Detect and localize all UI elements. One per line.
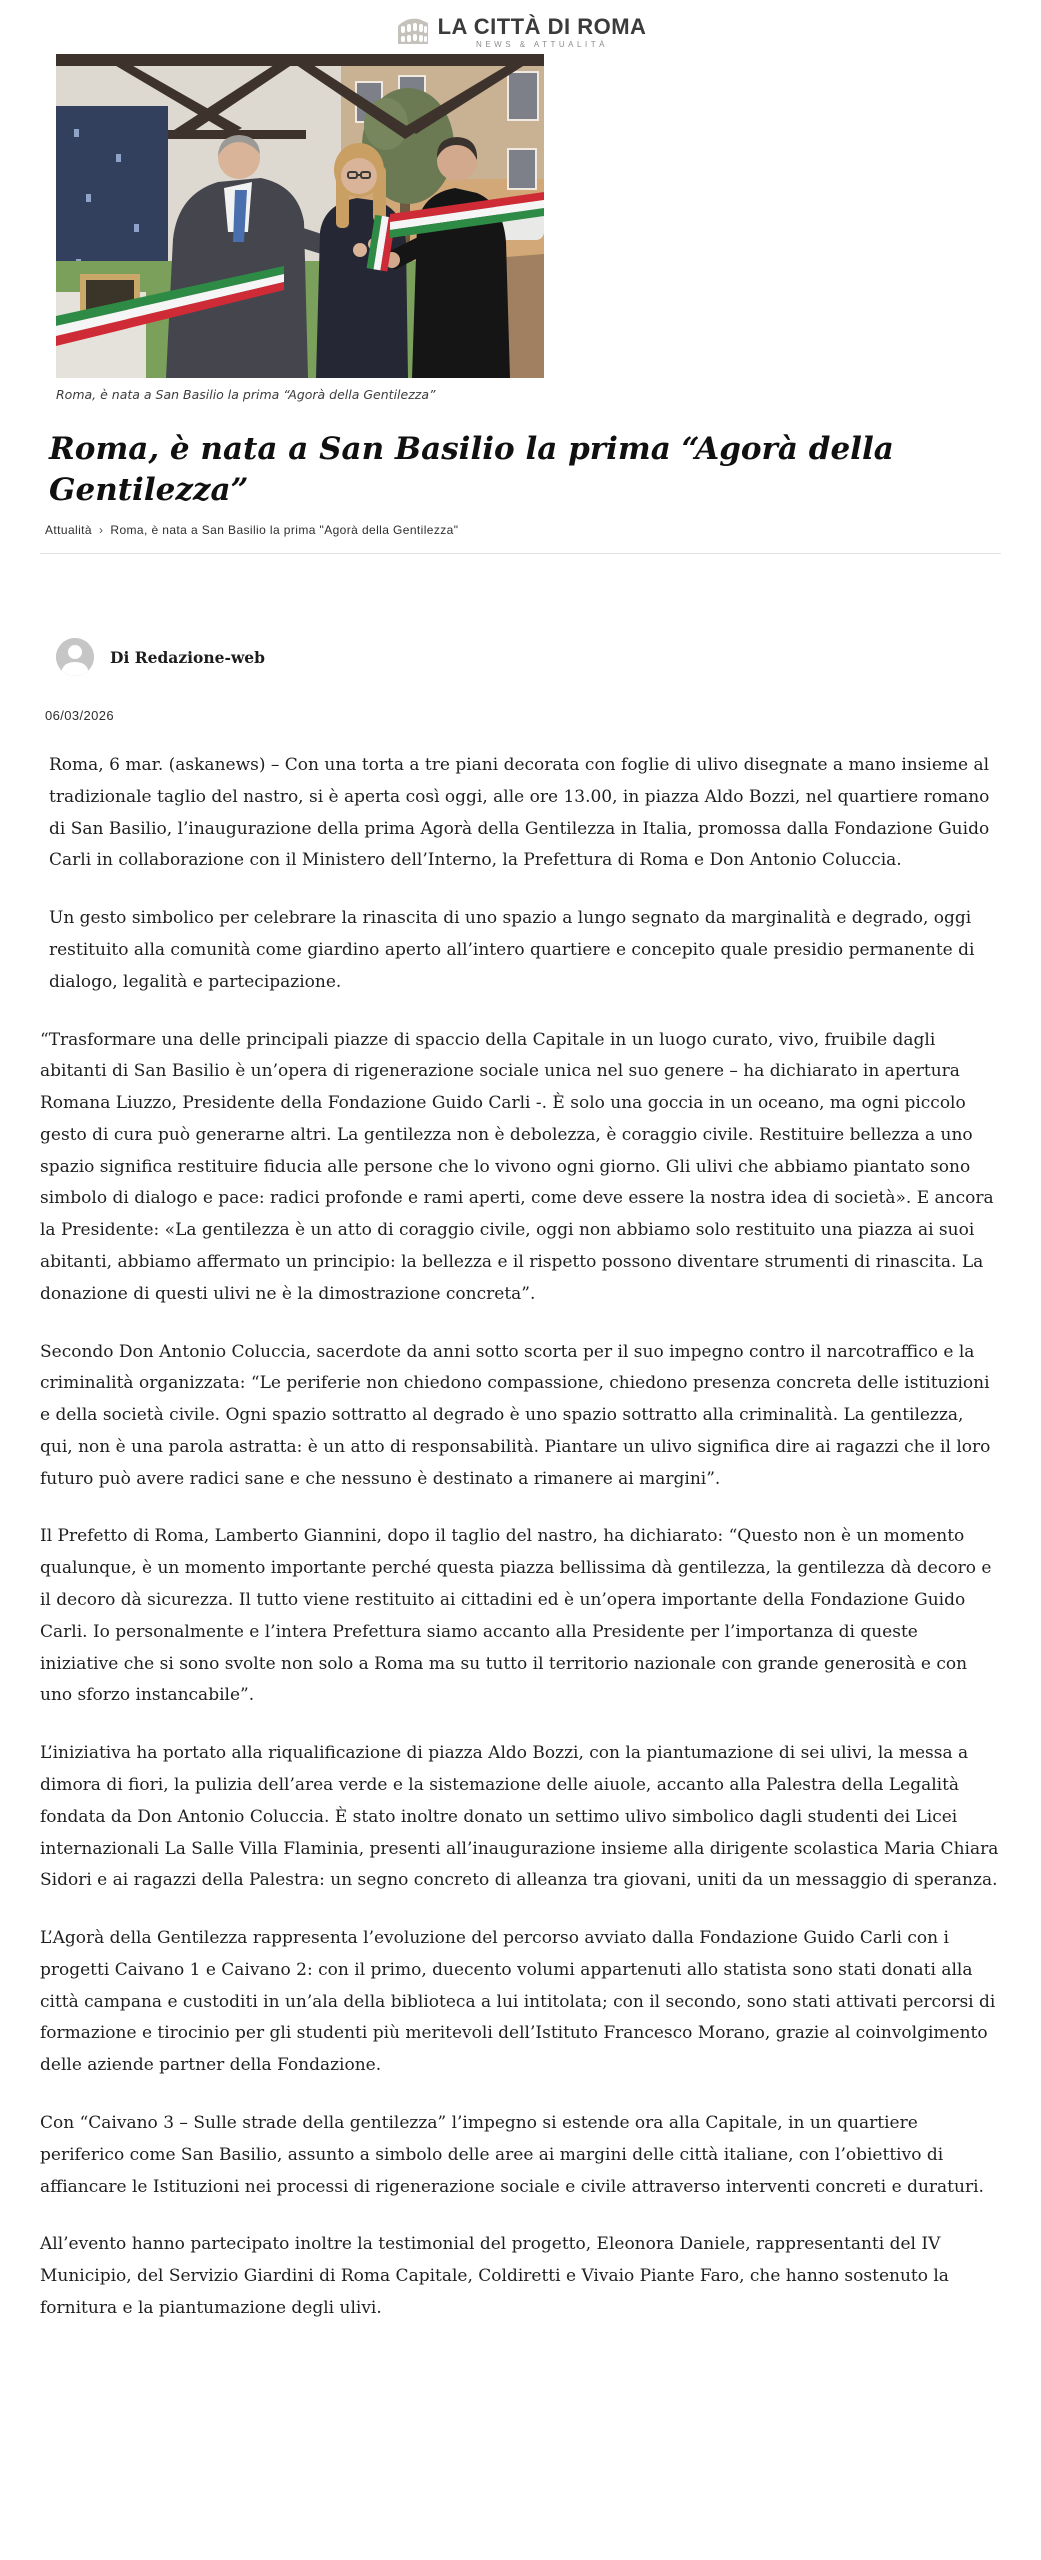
author-name[interactable]: Di Redazione-web	[110, 647, 265, 667]
page-title: Roma, è nata a San Basilio la prima “Agorà della Gentilezza”	[49, 431, 894, 509]
breadcrumb	[40, 523, 1001, 537]
featured-image	[56, 54, 544, 378]
paragraph: Secondo Don Antonio Coluccia, sacerdote da anni sotto scorta per il suo impegno contro il narcotraffico e la criminalità organizzata: “Le periferie non chiedono compassione, chiedono presenza concreta delle istituzioni e della società civile. Ogni spazio sottratto al degrado è uno spazio sottratto alla criminalità. La gentilezza, qui, non è una parola astratta: è un atto di responsabilità. Piantare un ulivo significa dire ai ragazzi che il loro futuro può avere radici sane e che nessuno è destinato a rimanere ai margini”.	[40, 1341, 991, 1489]
avatar	[56, 638, 94, 676]
colosseum-icon	[395, 14, 431, 50]
article-body	[40, 750, 1001, 2325]
paragraph: Roma, 6 mar. (askanews) – Con una torta a tre piani decorata con foglie di ulivo disegnate a mano insieme al tradizionale taglio del nastro, si è aperta così oggi, alle ore 13.00, in piazza Aldo Bozzi, nel quartiere romano di San Basilio, l’inaugurazione della prima Agorà della Gentilezza in Italia, promossa dalla Fondazione Guido Carli in collaborazione con il Ministero dell’Interno, la Prefettura di Roma e Don Antonio Coluccia.	[49, 755, 990, 871]
article-page	[20, 54, 1021, 2325]
site-header	[0, 0, 1041, 54]
paragraph: L’Agorà della Gentilezza rappresenta l’evoluzione del percorso avviato dalla Fondazione Guido Carli con i progetti Caivano 1 e Caivano 2: con il primo, duecento volumi appartenuti allo statista sono stati donati alla città campana e custoditi in un’ala della biblioteca a lui intitolata; con il secondo, sono stati attivati percorsi di formazione e tirocinio per gli studenti più meritevoli dell’Istituto Francesco Morano, grazie al coinvolgimento delle aziende partner della Fondazione.	[40, 1928, 996, 2076]
paragraph: “Trasformare una delle principali piazze di spaccio della Capitale in un luogo curato, vivo, fruibile dagli abitanti di San Basilio è un’opera di rigenerazione sociale unica nel suo genere – ha dichiarato in apertura Romana Liuzzo, Presidente della Fondazione Guido Carli -. È solo una goccia in un oceano, ma ogni piccolo gesto di cura può generarne altri. La gentilezza non è debolezza, è coraggio civile. Restituire bellezza a uno spazio significa restituire fiducia alle persone che lo vivono ogni giorno. Gli ulivi che abbiamo piantato sono simbolo di dialogo e pace: radici profonde e rami aperti, come deve essere la nostra idea di società». E ancora la Presidente: «La gentilezza è un atto di coraggio civile, oggi non abbiamo solo restituito una piazza ai suoi abitanti, abbiamo affermato un principio: la bellezza e il rispetto possono diventare strumenti di rinascita. La donazione di questi ulivi ne è la dimostrazione concreta”.	[40, 1029, 994, 1304]
site-title: LA CITTÀ DI ROMA	[437, 13, 647, 39]
paragraph: Un gesto simbolico per celebrare la rinascita di uno spazio a lungo segnato da marginalità e degrado, oggi restituito alla comunità come giardino aperto all’intero quartiere e concepito quale presidio permanente di dialogo, legalità e partecipazione.	[49, 908, 975, 992]
author-row	[40, 638, 1001, 676]
person-icon	[56, 638, 94, 676]
paragraph: Con “Caivano 3 – Sulle strade della gentilezza” l’impegno si estende ora alla Capitale, in un quartiere periferico come San Basilio, assunto a simbolo delle aree ai margini delle città italiane, con l’obiettivo di affiancare le Istituzioni nei processi di rigenerazione sociale e civile attraverso interventi concreti e duraturi.	[40, 2112, 984, 2197]
breadcrumb-separator: ›	[98, 523, 104, 538]
site-tagline: NEWS & ATTUALITÀ	[476, 39, 608, 49]
publish-date: 06/03/2026	[45, 708, 115, 724]
featured-image-figure	[56, 54, 544, 403]
paragraph: All’evento hanno partecipato inoltre la testimonial del progetto, Eleonora Daniele, rappresentanti del IV Municipio, del Servizio Giardini di Roma Capitale, Coldiretti e Vivaio Piante Faro, che hanno sostenuto la fornitura e la piantumazione degli ulivi.	[40, 2234, 949, 2318]
paragraph: Il Prefetto di Roma, Lamberto Giannini, dopo il taglio del nastro, ha dichiarato: “Questo non è un momento qualunque, è un momento importante perché questa piazza bellissima dà gentilezza, la gentilezza dà decoro e il decoro dà sicurezza. Il tutto viene restituito ai cittadini ed è un’opera importante della Fondazione Guido Carli. Io personalmente e l’intera Prefettura siamo accanto alla Presidente per l’importanza di queste iniziative che si sono svolte non solo a Roma ma su tutto il territorio nazionale con grande generosità e con uno sforzo instancabile”.	[40, 1526, 992, 1706]
header-divider	[40, 553, 1001, 554]
image-caption: Roma, è nata a San Basilio la prima “Agorà della Gentilezza”	[56, 387, 436, 402]
breadcrumb-current: Roma, è nata a San Basilio la prima "Agorà della Gentilezza"	[110, 523, 459, 538]
site-logo[interactable]	[395, 14, 647, 50]
breadcrumb-category-link[interactable]: Attualità	[45, 523, 92, 538]
paragraph: L’iniziativa ha portato alla riqualificazione di piazza Aldo Bozzi, con la piantumazione di sei ulivi, la messa a dimora di fiori, la pulizia dell’area verde e la sistemazione delle aiuole, accanto alla Palestra della Legalità fondata da Don Antonio Coluccia. È stato inoltre donato un settimo ulivo simbolico dagli studenti dei Licei internazionali La Salle Villa Flaminia, presenti all’inaugurazione insieme alla dirigente scolastica Maria Chiara Sidori e ai ragazzi della Palestra: un segno concreto di alleanza tra giovani, uniti da un messaggio di speranza.	[40, 1743, 999, 1891]
